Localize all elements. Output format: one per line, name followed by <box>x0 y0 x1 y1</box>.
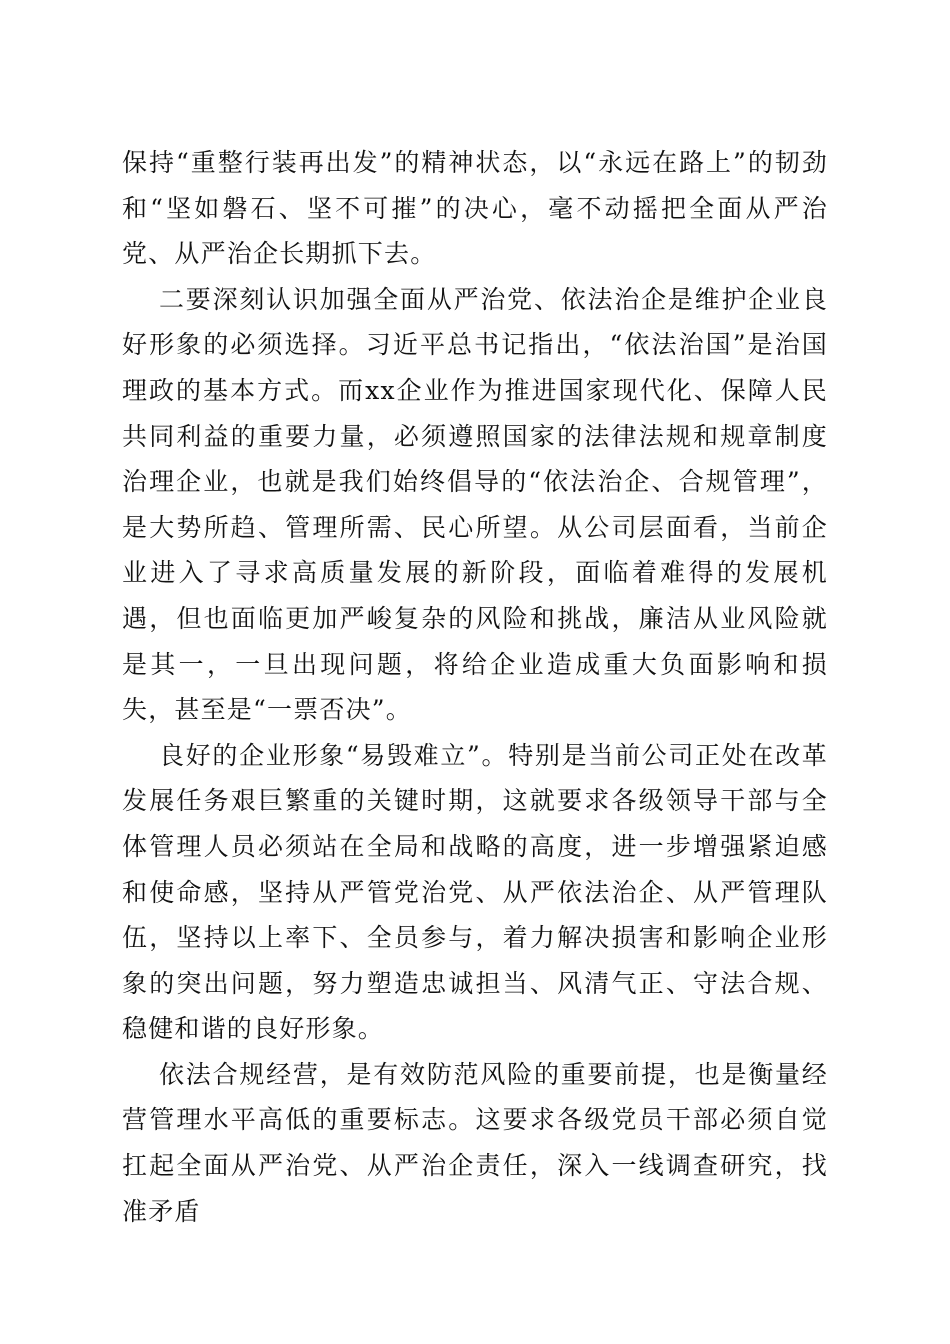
body-text <box>122 140 828 1234</box>
paragraph-2: 二要深刻认识加强全面从严治党、依法治企是维护企业良好形象的必须选择。习近平总书记指出，“依法治国”是治国理政的基本方式。而xx企业作为推进国家现代化、保障人民共同利益的重要力量，必须遵照国家的法律法规和规章制度治理企业，也就是我们始终倡导的“依法治企、合规管理”，是大势所趋、管理所需、民心所望。从公司层面看，当前企业进入了寻求高质量发展的新阶段，面临着难得的发展机遇，但也面临更加严峻复杂的风险和挑战，廉洁从业风险就是其一，一旦出现问题，将给企业造成重大负面影响和损失，甚至是“一票否决”。 <box>122 284 828 725</box>
paragraph-4: 依法合规经营，是有效防范风险的重要前提，也是衡量经营管理水平高低的重要标志。这要求各级党员干部必须自觉扛起全面从严治党、从严治企责任，深入一线调查研究，找准矛盾 <box>122 1059 828 1226</box>
paragraph-1: 保持“重整行装再出发”的精神状态，以“永远在路上”的韧劲和“坚如磐石、坚不可摧”的决心，毫不动摇把全面从严治党、从严治企长期抓下去。 <box>122 148 828 269</box>
paragraph-3: 良好的企业形象“易毁难立”。特别是当前公司正处在改革发展任务艰巨繁重的关键时期，这就要求各级领导干部与全体管理人员必须站在全局和战略的高度，进一步增强紧迫感和使命感，坚持从严管党治党、从严依法治企、从严管理队伍，坚持以上率下、全员参与，着力解决损害和影响企业形象的突出问题，努力塑造忠诚担当、风清气正、守法合规、稳健和谐的良好形象。 <box>122 740 828 1044</box>
